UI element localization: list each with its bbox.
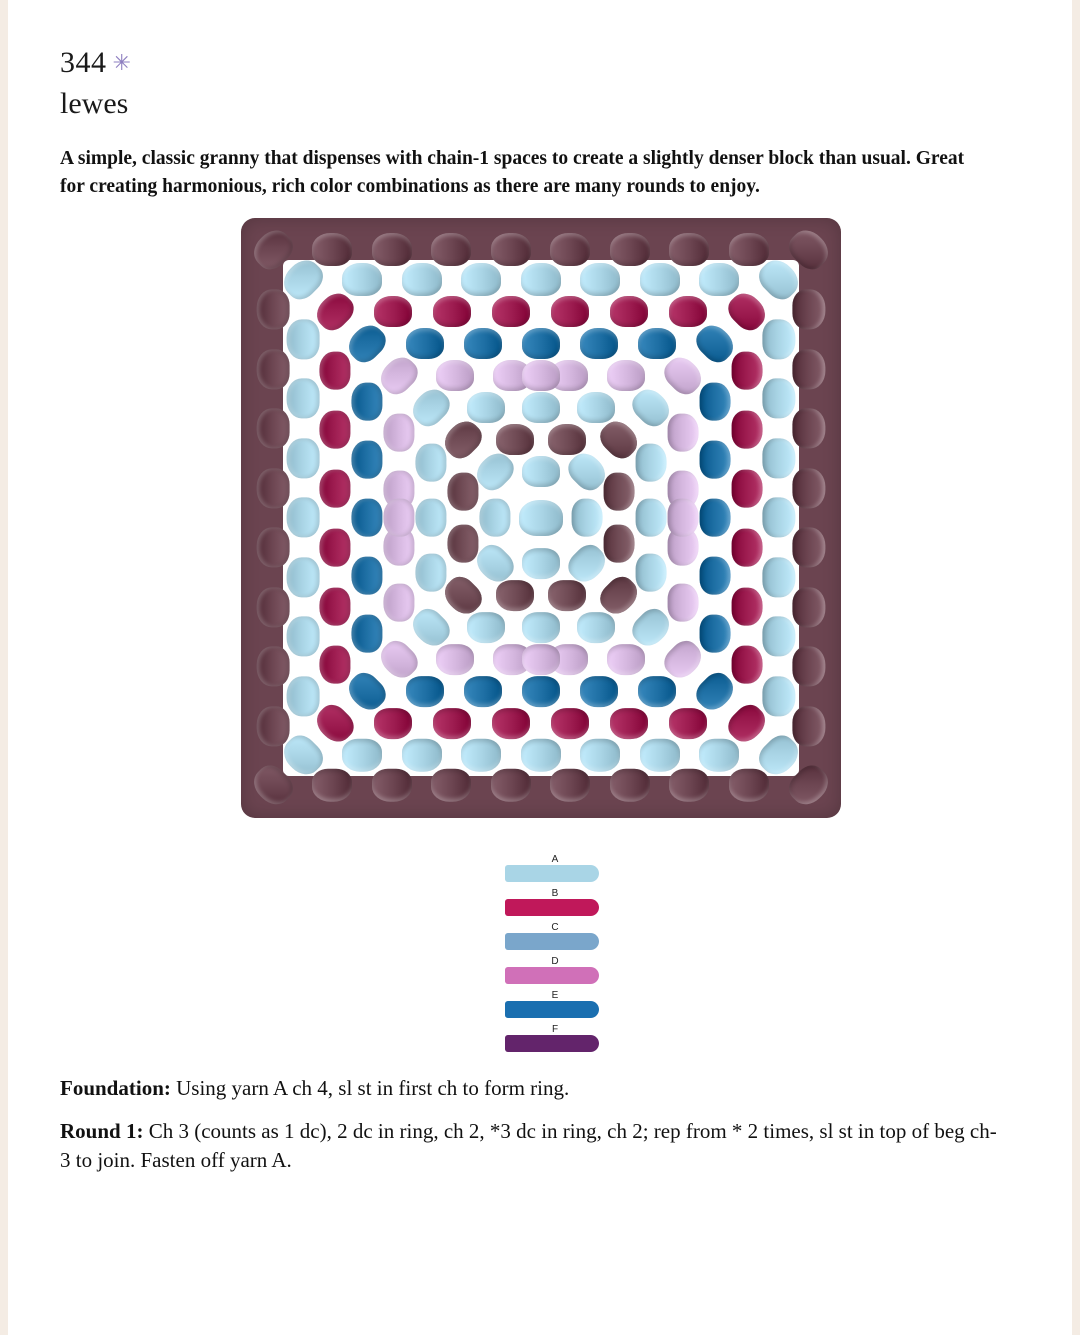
stitch-cluster [461,263,501,296]
color-key-swatch [505,1001,599,1018]
color-key-row [505,854,605,882]
stitch-cluster [522,644,560,675]
stitch-cluster [436,644,474,675]
stitch-cluster [496,424,534,455]
stitch-cluster [635,554,666,592]
stitch-cluster [319,411,350,449]
color-key-label: A [551,854,559,866]
stitch-cluster [731,646,762,684]
stitch-cluster [610,296,648,327]
stitch-cluster [607,360,645,391]
pattern-number: 344 [60,46,107,79]
stitch-cluster [603,525,634,563]
stitch-cluster [638,676,676,707]
stitch-cluster [699,441,730,479]
page-content [60,0,1020,1189]
stitch-cluster [256,409,289,449]
stitch-cluster [351,615,382,653]
stitch-cluster [667,499,698,537]
stitch-cluster [286,438,319,478]
stitch-cluster [464,328,502,359]
stitch-cluster [312,233,352,266]
stitch-cluster [548,424,586,455]
stitch-cluster [762,676,795,716]
stitch-cluster [286,617,319,657]
stitch-cluster [610,769,650,802]
instruction-round-1 [60,1117,1000,1175]
stitch-cluster [492,296,530,327]
stitch-cluster [433,708,471,739]
stitch-cluster [383,499,414,537]
stitch-cluster [603,473,634,511]
swatch-figure [60,214,1020,854]
stitch-cluster [519,500,563,536]
stitch-cluster [792,349,825,389]
stitch-cluster [351,499,382,537]
stitch-cluster [256,647,289,687]
stitch-cluster [699,739,739,772]
page-title [60,48,1020,78]
stitch-cluster [351,383,382,421]
stitch-cluster [461,739,501,772]
stitch-cluster [319,646,350,684]
stitch-cluster [550,233,590,266]
stitch-cluster [635,444,666,482]
instruction-text: Ch 3 (counts as 1 dc), 2 dc in ring, ch 2, *3 dc in ring, ch 2; rep from * 2 times, sl st in top of beg ch-3 to join. Fasten off yarn A. [60,1119,997,1173]
stitch-cluster [286,379,319,419]
stitch-cluster [374,708,412,739]
stitch-cluster [447,525,478,563]
instruction-label: Round 1: [60,1119,144,1144]
stitch-cluster [256,349,289,389]
stitch-cluster [521,263,561,296]
stitch-cluster [669,708,707,739]
stitch-cluster [551,296,589,327]
stitch-cluster [580,739,620,772]
stitch-cluster [762,319,795,359]
stitch-cluster [669,296,707,327]
stitch-cluster [635,499,666,537]
stitch-cluster [522,456,560,487]
stitch-cluster [491,233,531,266]
color-key-swatch [505,1035,599,1052]
stitch-cluster [286,319,319,359]
stitch-cluster [640,739,680,772]
stitch-cluster [580,676,618,707]
stitch-cluster [729,769,769,802]
stitch-cluster [436,360,474,391]
stitch-cluster [699,383,730,421]
stitch-cluster [467,392,505,423]
stitch-cluster [731,528,762,566]
stitch-cluster [548,580,586,611]
stitch-cluster [464,676,502,707]
stitch-cluster [522,328,560,359]
stitch-cluster [571,499,602,537]
stitch-cluster [699,263,739,296]
stitch-cluster [374,296,412,327]
stitch-cluster [762,498,795,538]
stitch-cluster [286,498,319,538]
stitch-cluster [731,411,762,449]
stitch-cluster [319,352,350,390]
stitch-cluster [792,528,825,568]
color-key-label: C [551,922,559,934]
stitch-cluster [610,708,648,739]
stitch-cluster [491,769,531,802]
stitch-cluster [640,263,680,296]
color-key-row [505,990,605,1018]
stitch-cluster [406,676,444,707]
stitch-cluster [667,584,698,622]
stitch-cluster [256,289,289,329]
star-icon: ✳ [112,50,132,75]
stitch-cluster [792,647,825,687]
stitch-cluster [351,441,382,479]
stitch-cluster [372,769,412,802]
color-key-row [505,922,605,950]
stitch-cluster [447,473,478,511]
color-key-row [505,888,605,916]
stitch-cluster [699,615,730,653]
stitch-cluster [792,289,825,329]
stitch-cluster [699,557,730,595]
color-key-swatch [505,899,599,916]
stitch-cluster [496,580,534,611]
stitch-cluster [383,414,414,452]
stitch-cluster [638,328,676,359]
stitch-cluster [415,444,446,482]
color-key-label: B [551,888,559,900]
stitch-cluster [431,233,471,266]
pattern-description: A simple, classic granny that dispenses with chain-1 spaces to create a slightly denser block than usual. Great for creating harmonious, rich color combinations as there are many rounds to enjoy. [60,148,965,197]
stitch-cluster [312,769,352,802]
stitch-cluster [762,438,795,478]
instruction-label: Foundation: [60,1076,171,1101]
granny-square-swatch [228,214,853,829]
stitch-cluster [577,392,615,423]
instruction-text: Using yarn A ch 4, sl st in first ch to form ring. [170,1076,570,1101]
stitch-cluster [792,587,825,627]
stitch-cluster [479,499,510,537]
stitch-cluster [792,468,825,508]
stitch-cluster [792,409,825,449]
stitch-cluster [729,233,769,266]
color-key-row [505,1024,605,1052]
stitch-cluster [577,612,615,643]
stitch-cluster [256,587,289,627]
stitch-cluster [731,352,762,390]
stitch-cluster [319,587,350,625]
stitch-cluster [286,676,319,716]
stitch-cluster [415,499,446,537]
stitch-cluster [372,233,412,266]
stitch-cluster [286,557,319,597]
color-key-label: D [551,956,559,968]
stitch-cluster [550,769,590,802]
stitch-cluster [521,739,561,772]
stitch-cluster [522,548,560,579]
stitch-cluster [522,392,560,423]
stitch-cluster [351,557,382,595]
instruction-foundation [60,1074,1000,1103]
stitch-cluster [667,414,698,452]
stitch-cluster [669,233,709,266]
stitch-cluster [762,617,795,657]
pattern-name: lewes [60,87,129,120]
stitch-cluster [607,644,645,675]
color-key-label: F [551,1024,559,1036]
page-sheet [8,0,1072,1335]
stitch-cluster [402,739,442,772]
stitch-cluster [492,708,530,739]
stitch-cluster [256,706,289,746]
color-key-swatch [505,967,599,984]
stitch-cluster [580,263,620,296]
stitch-cluster [522,612,560,643]
stitch-cluster [342,739,382,772]
stitch-cluster [402,263,442,296]
stitch-cluster [319,528,350,566]
stitch-cluster [431,769,471,802]
stitch-cluster [762,379,795,419]
stitch-cluster [256,528,289,568]
stitch-cluster [792,706,825,746]
stitch-cluster [319,469,350,507]
color-key-swatch [505,933,599,950]
stitch-cluster [762,557,795,597]
stitch-cluster [467,612,505,643]
stitch-cluster [731,587,762,625]
color-key-swatch [505,865,599,882]
stitch-cluster [610,233,650,266]
color-key-row [505,956,605,984]
stitch-cluster [256,468,289,508]
stitch-cluster [342,263,382,296]
stitch-cluster [522,676,560,707]
stitch-cluster [669,769,709,802]
stitch-cluster [580,328,618,359]
stitch-cluster [406,328,444,359]
color-key [60,854,1020,1074]
stitch-cluster [415,554,446,592]
stitch-cluster [699,499,730,537]
instructions [60,1074,1000,1175]
stitch-cluster [522,360,560,391]
stitch-cluster [383,584,414,622]
color-key-label: E [551,990,559,1002]
stitch-cluster [551,708,589,739]
stitch-cluster [433,296,471,327]
stitch-cluster [731,469,762,507]
